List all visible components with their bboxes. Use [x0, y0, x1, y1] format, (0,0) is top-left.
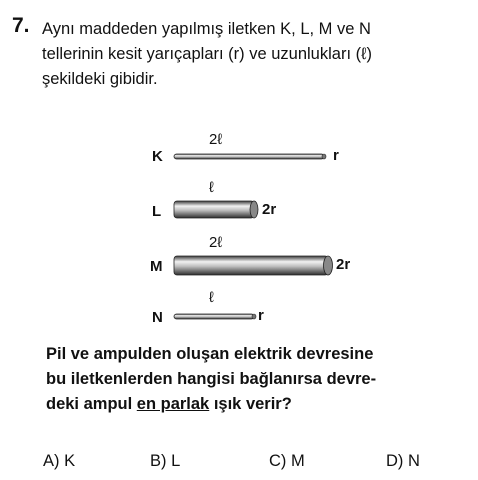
stem-line-1: Aynı maddeden yapılmış iletken K, L, M ve N	[42, 20, 371, 38]
ask-line-1: Pil ve ampulden oluşan elektrik devresine	[46, 345, 374, 363]
wire-m-length: 2ℓ	[209, 234, 223, 251]
stem-line-2: tellerinin kesit yarıçapları (r) ve uzunlukları (ℓ)	[42, 45, 372, 63]
wire-l-length: ℓ	[209, 179, 214, 196]
question-ask	[46, 342, 376, 417]
wire-n-name: N	[152, 309, 163, 326]
wire-n-length: ℓ	[209, 289, 214, 306]
wire-m-radius: 2r	[336, 256, 351, 273]
wire-k-radius: r	[333, 147, 339, 164]
ask-line-3-end: ışık verir?	[209, 395, 292, 413]
wire-l-radius: 2r	[262, 201, 277, 218]
wire-n	[174, 314, 256, 319]
wire-m	[174, 256, 333, 275]
ask-line-3-start: deki ampul	[46, 395, 137, 413]
wire-n-radius: r	[258, 307, 264, 324]
ask-line-3	[46, 392, 376, 417]
ask-emphasis: en parlak	[136, 395, 210, 413]
stem-line-3: şekildeki gibidir.	[42, 70, 158, 88]
wire-m-name: M	[150, 258, 163, 275]
wire-l-name: L	[152, 203, 162, 220]
option-a[interactable]: A) K	[43, 452, 76, 470]
question-number: 7.	[12, 14, 30, 37]
wire-k-name: K	[152, 148, 163, 165]
option-d[interactable]: D) N	[386, 452, 420, 470]
wire-l	[174, 201, 258, 218]
option-c[interactable]: C) M	[269, 452, 305, 470]
wire-k	[174, 154, 326, 159]
wire-k-length: 2ℓ	[209, 131, 223, 148]
ask-line-2: bu iletkenlerden hangisi bağlanırsa devre-	[46, 370, 377, 388]
option-b[interactable]: B) L	[150, 452, 181, 470]
